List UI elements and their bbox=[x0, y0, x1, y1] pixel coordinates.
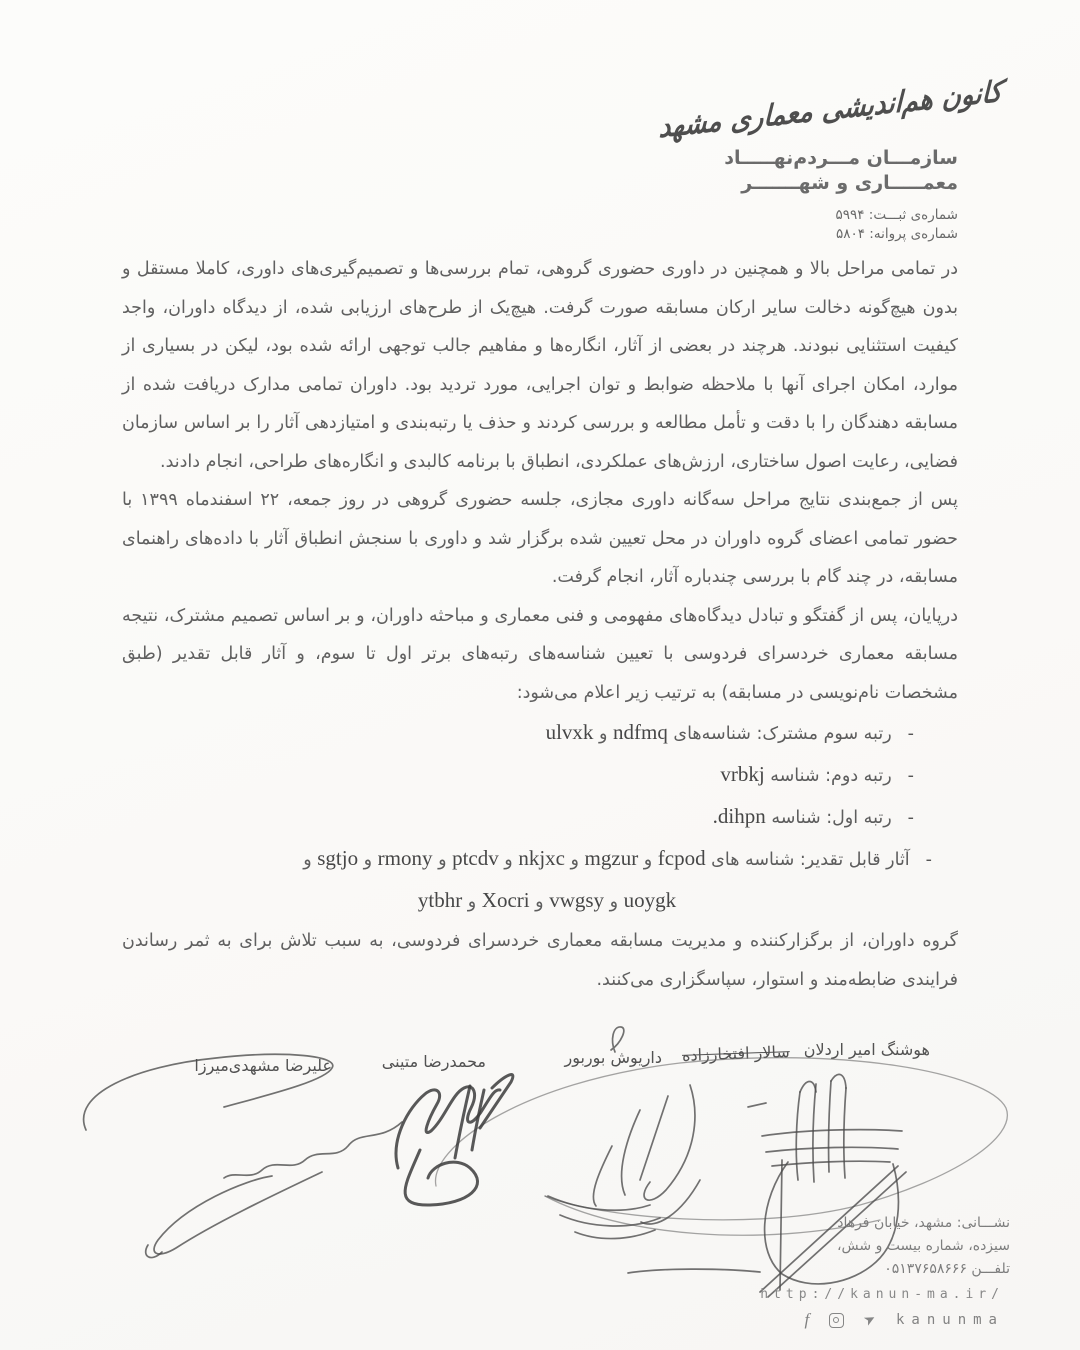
entry-code: ptcdv bbox=[452, 846, 499, 870]
entry-code: uoygk bbox=[623, 888, 677, 912]
instagram-icon bbox=[829, 1313, 844, 1328]
social-handle: kanunma bbox=[895, 1312, 1004, 1328]
paragraph-jury-independence: در تمامی مراحل بالا و همچنین در داوری حضوری گروهی، تمام بررسی‌ها و تصمیم‌گیری‌های داوری، کاملا مستقل و بدون هیچ‌گونه دخالت سایر ارکان مسابقه صورت گرفت. هیچ‌یک از طرح‌های ارزیابی شده، از دیدگاه داوران، واجد کیفیت استثنایی نبودند. هرچند در بعضی از آثار، انگاره‌ها و مفاهیم جالب توجهی ارائه شده بود، لیکن در بسیاری از موارد، امکان اجرای آنها با ملاحظه ضوابط و توان اجرایی، مورد تردید بود. داوران تمامی مدارک دریافت شده از مسابقه دهندگان را با دقت و تأمل مطالعه و بررسی کردند و حذف یا رتبه‌بندی و امتیازدهی آثار را بر اساس سازمان فضایی، رعایت اصول ساختاری، ارزش‌های عملکردی، انطباق با برنامه کالبدی و انگاره‌های طراحی، انجام دادند. bbox=[122, 259, 958, 472]
list-dash-marker: - bbox=[907, 808, 914, 828]
result-item: -رتبه سوم مشترک: شناسه‌های ndfmq و ulvxk bbox=[122, 712, 958, 754]
license-number: شماره‌ی پروانه: ۵۸۰۴ bbox=[835, 226, 958, 242]
paragraph-closing-thanks: گروه داوران، از برگزارکننده و مدیریت مسابقه معماری خردسرای فردوسی، به سبب تلاش برای به ثمر رساندن فرایندی ضابطه‌مند و استوار، سپاسگزاری می‌کنند. bbox=[122, 931, 958, 990]
logo-calligraphy: کانون هم‌اندیشی معماری مشهد bbox=[658, 73, 1003, 145]
list-dash-marker: - bbox=[907, 724, 914, 744]
result-label: رتبه دوم: شناسه bbox=[764, 766, 892, 786]
website-url: http://kanun-ma.ir/ bbox=[760, 1287, 1004, 1302]
social-row bbox=[805, 1310, 1004, 1330]
result-label: آثار قابل تقدیر: شناسه های bbox=[705, 850, 910, 870]
result-label: رتبه سوم مشترک: شناسه‌های bbox=[667, 724, 892, 744]
results-list bbox=[122, 712, 958, 922]
result-item bbox=[122, 754, 958, 796]
telegram-icon: ➤ bbox=[861, 1310, 880, 1330]
signatory-salar-eftekharzadeh: سالار افتخارزاده bbox=[681, 1042, 791, 1065]
address-line-2: سیزده، شماره بیست و شش، bbox=[837, 1238, 1010, 1254]
signatory-alireza-mashhadimirza: علیرضا مشهدی‌میرزا bbox=[194, 1056, 332, 1075]
paragraph-results-intro: درپایان، پس از گفتگو و تبادل دیدگاه‌های مفهومی و فنی معماری و مباحثه داوران، و بر اساس تصمیم مشترک، نتیجه مسابقه معماری خردسرای فردوسی با تعیین شناسه‌های رتبه‌های برتر اول تا سوم، و آثار قابل تقدیر (طبق مشخصات نام‌نویسی در مسابقه) به ترتیب زیر اعلام می‌شود: bbox=[122, 605, 958, 703]
signature-large-ellipse bbox=[436, 1058, 1008, 1236]
result-item: -آثار قابل تقدیر: شناسه های fcpod و mgzur و nkjxc و ptcdv و rmony و sgtjo و uoygk و vwgsy و Xocri و ytbhr bbox=[122, 838, 958, 922]
entry-code: fcpod bbox=[657, 846, 706, 870]
signatory-hooshang-amir-ardalan: هوشنگ امیر اردلان bbox=[803, 1040, 930, 1059]
entry-code: ulvxk bbox=[545, 720, 594, 744]
signatory-mohammadreza-matini: محمدرضا متینی bbox=[381, 1052, 486, 1071]
entry-code: Xocri bbox=[481, 888, 530, 912]
result-label: رتبه اول: شناسه bbox=[765, 808, 892, 828]
entry-code: vrbkj bbox=[720, 762, 765, 786]
org-line-architecture-city: معمـــــاری و شهـــــــر bbox=[741, 172, 958, 194]
signature-bourbour bbox=[548, 1085, 700, 1239]
signatory-dariush-bourbour: داریوش بوربور bbox=[564, 1048, 662, 1067]
phone-line: تلفـــن ۰۵۱۳۷۶۵۸۶۶۶ bbox=[884, 1261, 1010, 1277]
signature-matini bbox=[396, 1075, 513, 1205]
entry-code: ndfmq bbox=[613, 720, 668, 744]
list-dash-marker: - bbox=[925, 850, 932, 870]
registration-number: شماره‌ی ثبـــت: ۵۹۹۴ bbox=[835, 207, 958, 223]
signature-mashhadimirza bbox=[84, 1054, 402, 1257]
facebook-icon: f bbox=[804, 1310, 810, 1329]
entry-code: rmony bbox=[377, 846, 433, 870]
entry-code: mgzur bbox=[584, 846, 639, 870]
result-item bbox=[122, 796, 958, 838]
list-dash-marker: - bbox=[907, 766, 914, 786]
org-line-ngo: سازمـــان مـــردم‌نهـــــاد bbox=[724, 147, 958, 169]
paragraph-final-session: پس از جمع‌بندی نتایج مراحل سه‌گانه داوری مجازی، جلسه حضوری گروهی در روز جمعه، ۲۲ اسفندماه ۱۳۹۹ با حضور تمامی اعضای گروه داوران در محل تعیین شده برگزار شد و داوری با سنجش انطباق آثار با داده‌های راهنمای مسابقه، در چند گام با بررسی چندباره آثار، انجام گرفت. bbox=[122, 490, 958, 587]
entry-code: vwgsy bbox=[549, 888, 605, 912]
entry-code: sgtjo bbox=[317, 846, 359, 870]
entry-code: nkjxc bbox=[518, 846, 565, 870]
organization-name bbox=[724, 146, 958, 196]
registration-numbers bbox=[836, 206, 959, 244]
result-item-continuation: uoygk و vwgsy و Xocri و ytbhr bbox=[417, 888, 677, 912]
entry-code: ytbhr bbox=[417, 888, 463, 912]
entry-code: dihpn. bbox=[712, 804, 766, 828]
address-line-1: نشـــانی: مشهد، خیابان فرهاد bbox=[837, 1215, 1010, 1231]
letter-body bbox=[122, 250, 958, 999]
footer-contact bbox=[837, 1212, 1010, 1281]
